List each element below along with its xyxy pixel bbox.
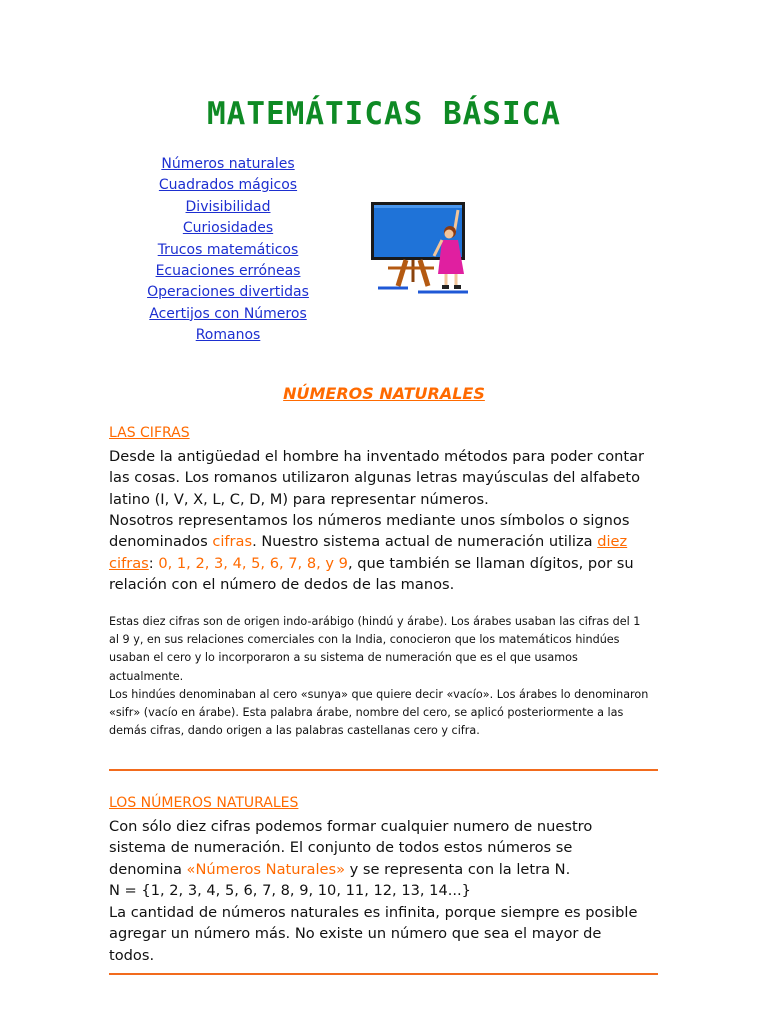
link-romanos[interactable]: Romanos	[195, 327, 261, 344]
link-numeros-naturales[interactable]: Números naturales	[161, 156, 295, 172]
cifras-paragraph-2	[109, 510, 649, 596]
divider	[109, 769, 658, 771]
link-acertijos-con-numeros[interactable]: Acertijos con Números	[149, 305, 307, 322]
text: :	[148, 554, 159, 572]
cifras-heading: LAS CIFRAS	[109, 425, 190, 441]
zero-paragraph: Los hindúes denominaban al cero «sunya» que quiere decir «vacío». Los árabes lo denominaron «sifr» (vacío en árabe). Esta palabra árabe, nombre del cero, se aplicó posteriormente a las demás cifras, dando origen a las palabras castellanas cero y cifra.	[109, 688, 649, 738]
text: . Nuestro sistema actual de numeración utiliza	[252, 533, 598, 551]
naturales-paragraph-1	[109, 816, 649, 880]
link-divisibilidad[interactable]: Divisibilidad	[185, 198, 271, 215]
link-trucos-matematicos[interactable]: Trucos matemáticos	[157, 241, 299, 258]
link-curiosidades[interactable]: Curiosidades	[182, 220, 274, 237]
text: Nosotros representamos los números mediante unos símbolos o signos denominados	[109, 512, 630, 551]
text: y se representa con la letra N.	[345, 860, 571, 878]
section-heading: NÚMEROS NATURALES	[283, 384, 485, 403]
naturales-paragraph-2: La cantidad de números naturales es infinita, porque siempre es posible agregar un número más. No existe un número que sea el mayor de todos.	[109, 904, 638, 964]
origin-paragraph: Estas diez cifras son de origen indo-arábigo (hindú y árabe). Los árabes usaban las cifras del 1 al 9 y, en sus relaciones comerciales con la India, conocieron que los matemáticos hindúes usaban el cero y lo incorporaron a su sistema de numeración que es el que usamos actualmente.	[109, 615, 641, 683]
link-operaciones-divertidas[interactable]: Operaciones divertidas	[147, 284, 309, 301]
link-ecuaciones-erroneas[interactable]: Ecuaciones erróneas	[155, 263, 301, 280]
page-title: MATEMÁTICAS BÁSICA	[207, 96, 561, 132]
digits-list: 0, 1, 2, 3, 4, 5, 6, 7, 8, y 9	[158, 554, 348, 572]
divider	[109, 973, 658, 975]
numeros-naturales-term: «Números Naturales»	[186, 860, 346, 878]
naturales-heading: LOS NÚMEROS NATURALES	[109, 795, 299, 811]
naturales-set: N = {1, 2, 3, 4, 5, 6, 7, 8, 9, 10, 11, 12, 13, 14...}	[109, 882, 471, 899]
text: Con sólo diez cifras podemos formar cualquier numero de nuestro sistema de numeración. El conjunto de todos estos números se denomina	[109, 818, 593, 878]
diez-cifras-link[interactable]: diez cifras	[109, 533, 628, 572]
cifras-paragraph-1: Desde la antigüedad el hombre ha inventado métodos para poder contar las cosas. Los romanos utilizaron algunas letras mayúsculas del alfabeto latino (I, V, X, L, C, D, M) para representar números.	[109, 448, 645, 508]
link-cuadrados-magicos[interactable]: Cuadrados mágicos	[158, 177, 298, 194]
text: , que también se llaman dígitos, por su relación con el número de dedos de las manos.	[109, 554, 634, 594]
girl-at-blackboard-icon	[368, 198, 472, 302]
topics-menu	[130, 154, 326, 347]
cifras-term: cifras	[212, 533, 253, 551]
